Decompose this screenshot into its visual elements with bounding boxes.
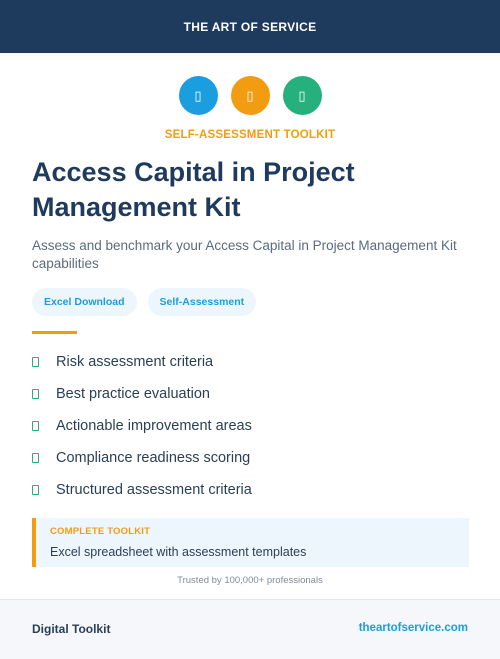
toolkit-callout <box>32 518 469 567</box>
tag-self-assessment: Self-Assessment <box>148 288 257 316</box>
tag-list <box>32 288 256 316</box>
footer <box>0 599 500 659</box>
header-bar <box>0 0 500 53</box>
callout-text: Excel spreadsheet with assessment templates <box>50 545 307 559</box>
title-line-1: Access Capital in Project <box>32 157 355 187</box>
feature-item <box>32 410 252 442</box>
checkbox-icon <box>32 389 39 399</box>
accent-divider <box>32 331 77 334</box>
footer-label: Digital Toolkit <box>32 622 111 636</box>
feature-item <box>32 378 252 410</box>
checkbox-icon <box>32 485 39 495</box>
trust-line: Trusted by 100,000+ professionals <box>177 575 323 586</box>
website-link[interactable]: theartofservice.com <box>358 622 468 634</box>
callout-kicker: COMPLETE TOOLKIT <box>50 526 151 537</box>
spreadsheet-icon: ▯ <box>179 76 218 115</box>
feature-item <box>32 474 252 506</box>
feature-label: Structured assessment criteria <box>56 482 252 498</box>
title-line-2: Management Kit <box>32 192 241 222</box>
checkbox-icon <box>32 421 39 431</box>
feature-label: Compliance readiness scoring <box>56 450 251 466</box>
feature-item <box>32 346 252 378</box>
tag-excel-download: Excel Download <box>32 288 137 316</box>
feature-list <box>32 346 252 506</box>
checkbox-icon <box>32 453 39 463</box>
brand-name: THE ART OF SERVICE <box>183 19 317 34</box>
checklist-icon: ▯ <box>231 76 270 115</box>
feature-label: Actionable improvement areas <box>56 418 252 434</box>
checkbox-icon <box>32 357 39 367</box>
feature-item <box>32 442 252 474</box>
page-title <box>32 155 472 225</box>
toolkit-kicker: SELF-ASSESSMENT TOOLKIT <box>164 129 336 141</box>
icon-row <box>0 76 500 115</box>
subtitle: Assess and benchmark your Access Capital in Project Management Kit capabilities <box>32 238 457 271</box>
feature-label: Risk assessment criteria <box>56 354 214 370</box>
chart-icon: ▯ <box>283 76 322 115</box>
feature-label: Best practice evaluation <box>56 386 210 402</box>
